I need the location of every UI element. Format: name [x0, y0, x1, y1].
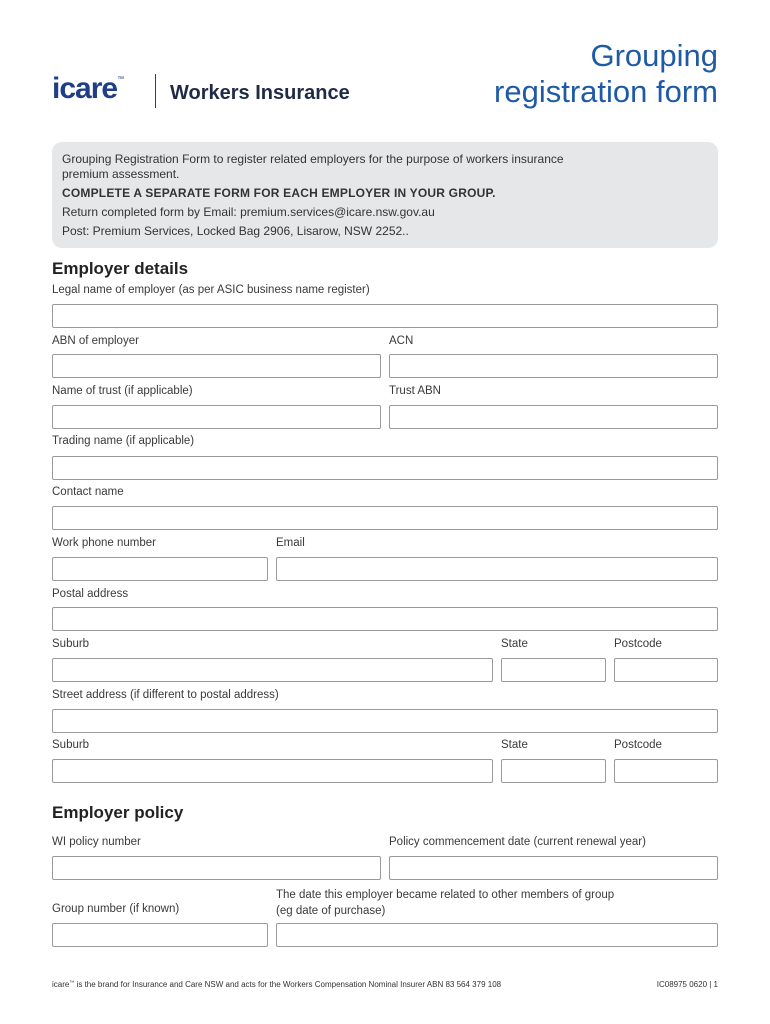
work-phone-label: Work phone number [52, 537, 156, 549]
intro-instruction: COMPLETE A SEPARATE FORM FOR EACH EMPLOYER IN YOUR GROUP. [62, 186, 496, 200]
commencement-label: Policy commencement date (current renewal year) [389, 836, 646, 848]
trust-name-input[interactable] [52, 405, 381, 429]
trading-name-input[interactable] [52, 456, 718, 480]
street-postcode-input[interactable] [614, 759, 718, 783]
street-address-input[interactable] [52, 709, 718, 733]
footer-doc-code: IC08975 0620 | 1 [656, 980, 718, 989]
legal-name-input[interactable] [52, 304, 718, 328]
street-state-input[interactable] [501, 759, 606, 783]
related-date-line-2: (eg date of purchase) [276, 905, 386, 917]
intro-post: Post: Premium Services, Locked Bag 2906, Lisarow, NSW 2252.. [62, 224, 409, 238]
postal-state-input[interactable] [501, 658, 606, 682]
trading-name-label: Trading name (if applicable) [52, 435, 195, 447]
wi-policy-label: WI policy number [52, 836, 141, 848]
intro-line-2: premium assessment. [62, 167, 180, 181]
form-title [494, 38, 718, 110]
footer-brand-tm: ™ [69, 980, 75, 986]
commencement-input[interactable] [389, 856, 718, 880]
street-state-label: State [501, 739, 528, 751]
work-phone-input[interactable] [52, 557, 268, 581]
trust-abn-label: Trust ABN [389, 385, 441, 397]
logo-word: icare [52, 72, 118, 105]
postal-address-label: Postal address [52, 588, 129, 600]
logo-divider [155, 74, 156, 108]
logo-trademark: ™ [117, 76, 125, 83]
footer-brand [52, 980, 501, 989]
intro-email: Return completed form by Email: premium.services@icare.nsw.gov.au [62, 205, 435, 219]
related-date-line-1: The date this employer became related to other members of group [276, 889, 615, 901]
wi-policy-input[interactable] [52, 856, 381, 880]
intro-box [52, 142, 718, 248]
postal-state-label: State [501, 638, 528, 650]
contact-name-input[interactable] [52, 506, 718, 530]
group-number-input[interactable] [52, 923, 268, 947]
contact-name-label: Contact name [52, 486, 124, 498]
email-label: Email [276, 537, 305, 549]
trust-name-label: Name of trust (if applicable) [52, 385, 193, 397]
street-postcode-label: Postcode [614, 739, 662, 751]
related-date-input[interactable] [276, 923, 718, 947]
postal-suburb-input[interactable] [52, 658, 493, 682]
related-date-label [276, 887, 614, 919]
postal-suburb-label: Suburb [52, 638, 90, 650]
abn-input[interactable] [52, 354, 381, 378]
group-number-label: Group number (if known) [52, 903, 180, 915]
acn-input[interactable] [389, 354, 718, 378]
postal-address-input[interactable] [52, 607, 718, 631]
street-suburb-label: Suburb [52, 739, 90, 751]
footer-brand-text: is the brand for Insurance and Care NSW and acts for the Workers Compensation Nominal Insurer ABN 83 564 379 108 [74, 980, 502, 989]
title-line-2: registration form [494, 74, 718, 109]
abn-label: ABN of employer [52, 335, 139, 347]
street-suburb-input[interactable] [52, 759, 493, 783]
employer-details-heading: Employer details [52, 259, 189, 278]
intro-line-1: Grouping Registration Form to register related employers for the purpose of workers insurance [62, 152, 564, 166]
employer-policy-heading: Employer policy [52, 803, 184, 822]
street-address-label: Street address (if different to postal address) [52, 689, 279, 701]
footer-brand-word: icare [52, 980, 70, 989]
icare-logo [52, 72, 124, 108]
legal-name-label: Legal name of employer (as per ASIC business name register) [52, 284, 370, 296]
title-line-1: Grouping [590, 38, 718, 73]
postal-postcode-input[interactable] [614, 658, 718, 682]
logo-subtitle: Workers Insurance [170, 82, 350, 104]
acn-label: ACN [389, 335, 414, 347]
email-input[interactable] [276, 557, 718, 581]
trust-abn-input[interactable] [389, 405, 718, 429]
postal-postcode-label: Postcode [614, 638, 662, 650]
